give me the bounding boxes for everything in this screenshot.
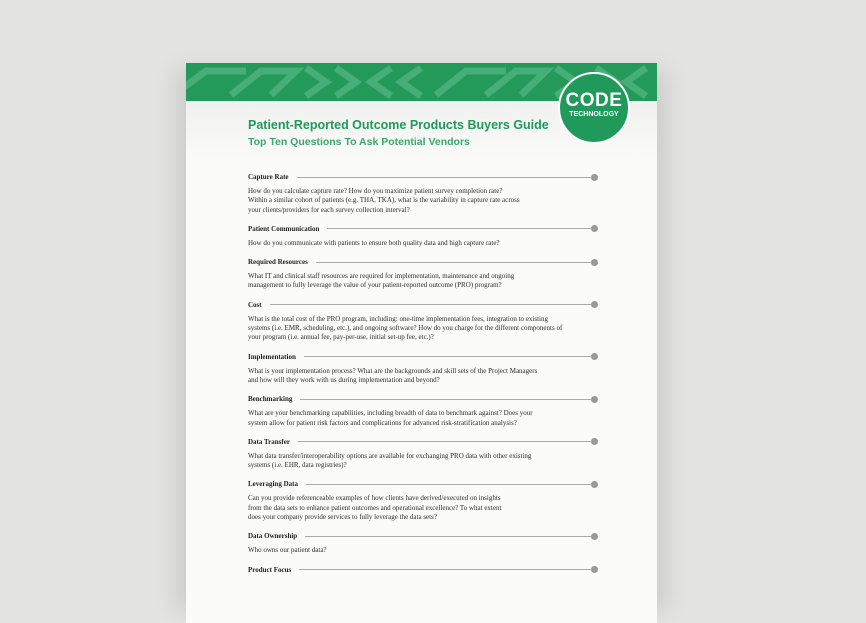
bullet-dot-icon: [591, 174, 598, 181]
question-section: [248, 172, 598, 215]
section-header: [248, 224, 598, 234]
divider: [305, 536, 591, 537]
question-section: [248, 479, 598, 522]
page-subtitle: Top Ten Questions To Ask Potential Vendors: [248, 136, 470, 148]
page-title: Patient-Reported Outcome Products Buyers Guide: [248, 118, 549, 132]
question-section: [248, 394, 598, 428]
section-question: Can you provide referenceable examples of how clients have derived/executed on insights from the data sets to enhance patient outcomes and operational excellence? To what extent does your company provide services to fully leverage the data sets?: [248, 494, 502, 522]
section-header: [248, 257, 598, 267]
section-heading: Data Ownership: [248, 532, 298, 541]
section-question: How do you calculate capture rate? How do you maximize patient survey completion rate? Within a similar cohort of patients (e.g. THA, TKA), what is the variability in capture rate across your clients/providers for each survey collection interval?: [248, 187, 520, 214]
divider: [306, 484, 591, 485]
section-heading: Data Transfer: [248, 437, 290, 446]
bullet-dot-icon: [591, 566, 598, 573]
section-heading: Patient Communication: [248, 224, 320, 233]
question-list: [248, 172, 598, 584]
section-heading: Leveraging Data: [248, 480, 298, 489]
question-section: [248, 300, 598, 343]
question-section: [248, 224, 598, 248]
section-heading: Capture Rate: [248, 173, 289, 181]
logo-code-text: CODE: [565, 90, 623, 111]
section-question: What data transfer/interoperability options are available for exchanging PRO data with other existing systems (i.e. EHR, data registries)?: [248, 451, 532, 470]
bullet-dot-icon: [591, 259, 598, 266]
section-header: [248, 565, 598, 575]
divider: [270, 304, 591, 305]
bullet-dot-icon: [591, 533, 598, 540]
divider: [304, 356, 591, 357]
section-question: Who owns our patient data?: [248, 546, 327, 555]
section-header: [248, 172, 598, 182]
section-heading: Implementation: [248, 352, 296, 361]
bullet-dot-icon: [591, 438, 598, 445]
logo-technology-text: TECHNOLOGY: [569, 111, 619, 118]
bullet-dot-icon: [591, 481, 598, 488]
section-question: What is the total cost of the PRO program, including: one-time implementation fees, integration to existing systems (i.e. EMR, scheduling, etc.), and ongoing software? How do you charge for the different components of your program (i.e. annual fee, pay-per-use, initial set-up fee, etc.)?: [248, 314, 563, 342]
document-page: [186, 63, 657, 623]
question-section: [248, 531, 598, 555]
section-header: [248, 300, 598, 310]
divider: [300, 399, 591, 400]
question-section: [248, 352, 598, 386]
question-section: [248, 437, 598, 471]
section-question: What IT and clinical staff resources are required for implementation, maintenance and ongoing management to fully leverage the value of your patient-reported outcome (PRO) program?: [248, 272, 515, 290]
section-heading: Cost: [248, 300, 262, 309]
section-question: What is your implementation process? What are the backgrounds and skill sets of the Project Managers and how will they work with us during implementation and beyond?: [248, 366, 538, 384]
section-header: [248, 437, 598, 447]
divider: [298, 441, 591, 442]
bullet-dot-icon: [591, 225, 598, 232]
section-heading: Product Focus: [248, 565, 292, 574]
section-header: [248, 479, 598, 489]
section-heading: Required Resources: [248, 258, 308, 267]
bullet-dot-icon: [591, 396, 598, 403]
divider: [327, 228, 591, 229]
section-question: What are your benchmarking capabilities, including breadth of data to benchmark against? Does your system allow for patient risk factors and complications for advanced risk-stratification analysis?: [248, 409, 533, 427]
divider: [316, 262, 591, 263]
section-question: How do you communicate with patients to ensure both quality data and high capture rate?: [248, 238, 500, 247]
section-header: [248, 352, 598, 362]
section-header: [248, 394, 598, 404]
divider: [299, 569, 591, 570]
question-section: [248, 565, 598, 575]
section-header: [248, 531, 598, 541]
code-technology-logo: [558, 72, 630, 144]
section-heading: Benchmarking: [248, 395, 293, 404]
bullet-dot-icon: [591, 301, 598, 308]
question-section: [248, 257, 598, 291]
bullet-dot-icon: [591, 353, 598, 360]
divider: [297, 177, 591, 178]
